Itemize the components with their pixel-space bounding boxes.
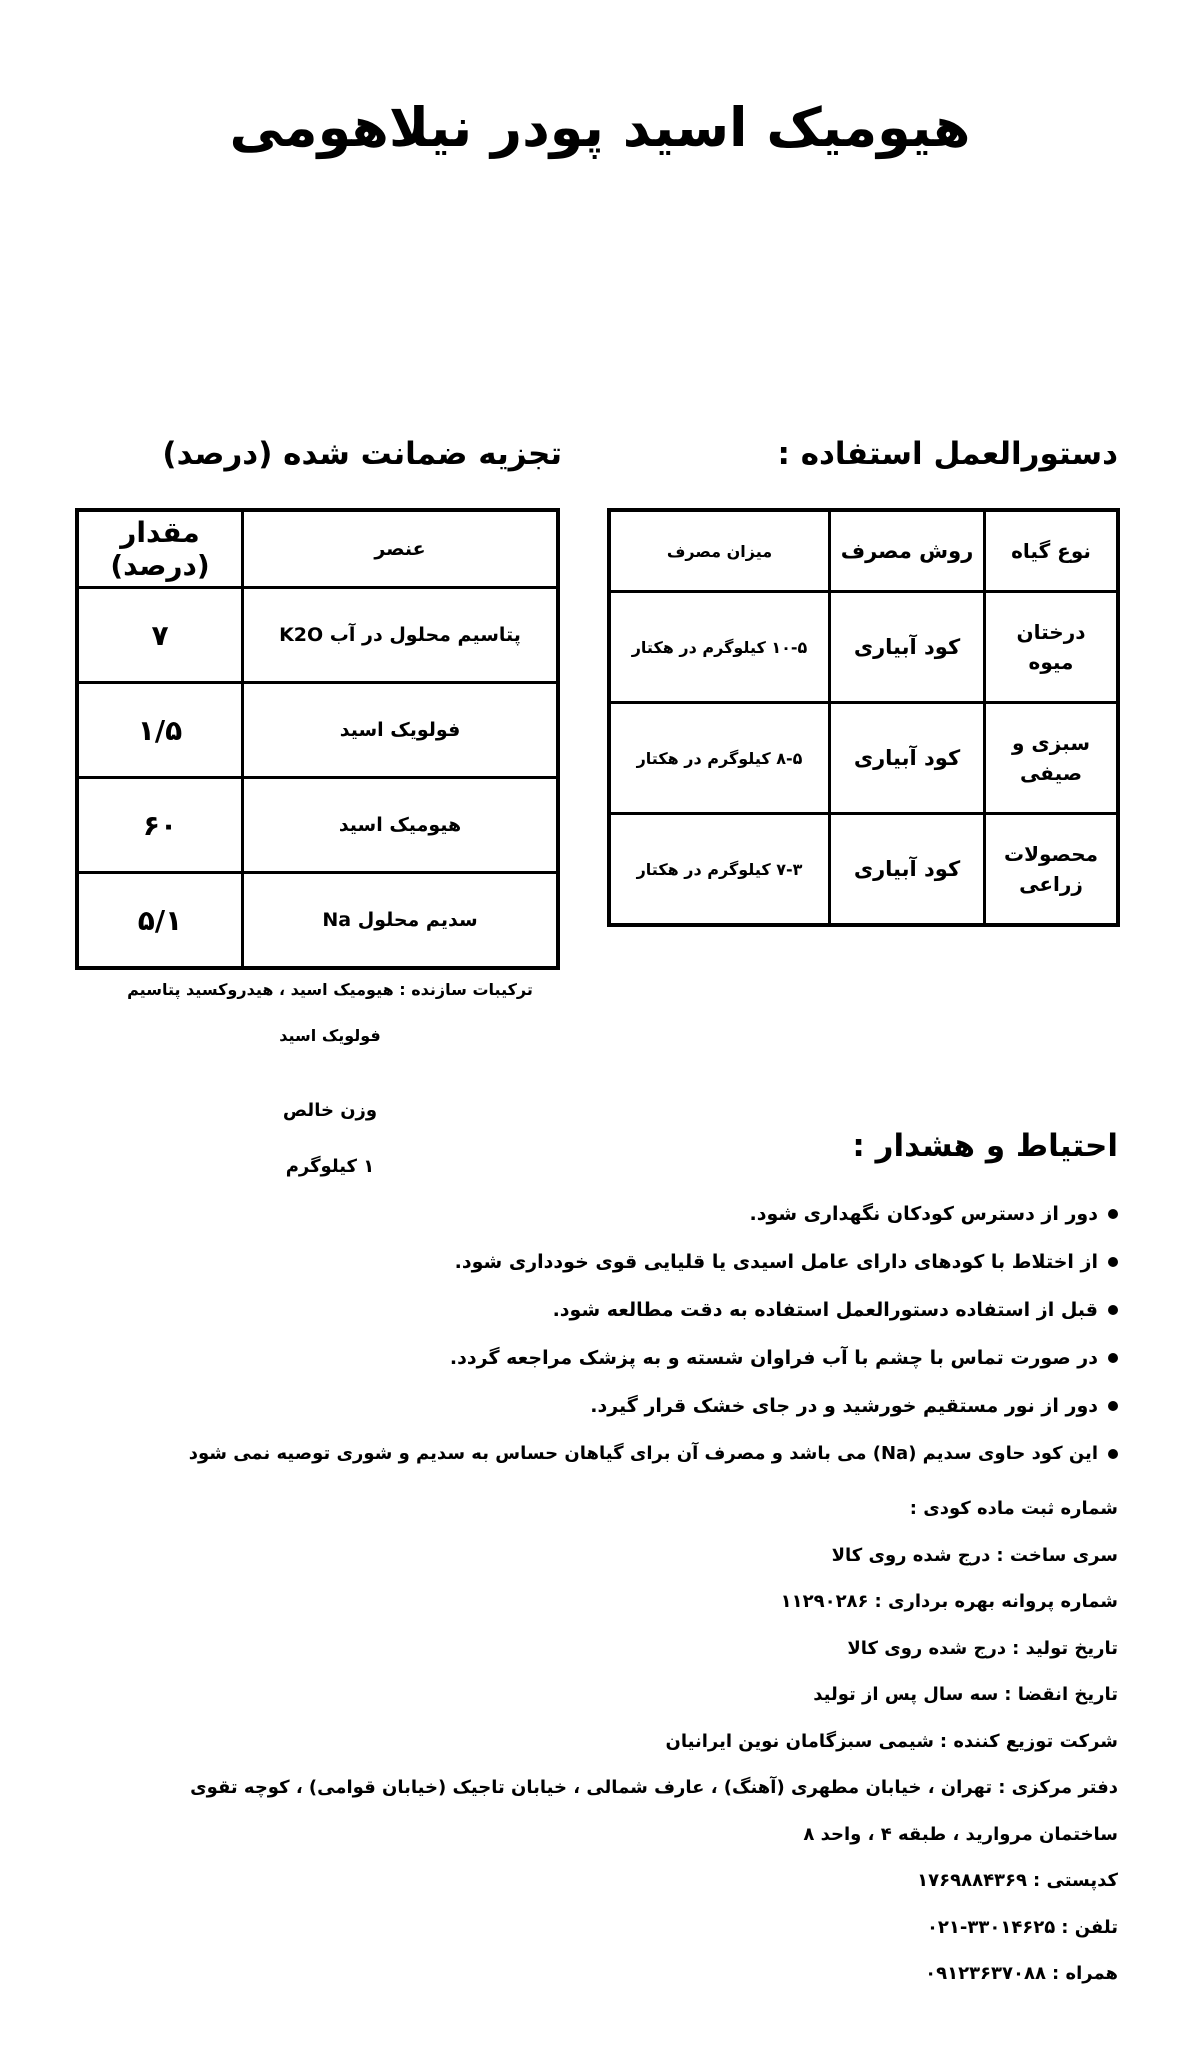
info-row-batch [18,1533,1118,1580]
list-item [0,1334,1118,1382]
info-row-distributor [18,1719,1118,1766]
header-method: روش مصرف [830,510,985,592]
warning-text: قبل از استفاده دستورالعمل استفاده به دقت مطالعه شود. [552,1299,1098,1321]
info-row-license [18,1579,1118,1626]
rate-cell: ۸-۵ کیلوگرم در هکتار [609,703,830,814]
product-info [18,1486,1118,1998]
info-label: کدپستی : [1033,1858,1118,1905]
table-row [77,588,558,683]
method-cell: کود آبیاری [830,592,985,703]
info-label: شماره ثبت ماده کودی : [910,1486,1118,1533]
bullet-icon [1108,1305,1118,1315]
info-row-phone [18,1905,1118,1952]
bullet-icon [1108,1209,1118,1219]
net-weight-value: ۱ کیلوگرم [285,1156,375,1177]
table-row [609,814,1118,926]
info-label: همراه : [1052,1951,1118,1998]
method-cell: کود آبیاری [830,814,985,926]
table-row [609,592,1118,703]
table-row [77,873,558,969]
info-label: تاریخ انقضا : [1004,1672,1118,1719]
value-cell: ۶۰ [77,778,243,873]
list-item [0,1382,1118,1430]
info-label: دفتر مرکزی : [998,1765,1118,1812]
header-plant-type: نوع گیاه [985,510,1119,592]
element-cell: پتاسیم محلول در آب K2O [243,588,559,683]
info-value: ۱۷۶۹۸۸۴۳۶۹ [917,1870,1028,1891]
bullet-icon [1108,1353,1118,1363]
composition-line-2: فولویک اسید [279,1026,381,1045]
element-cell: هیومیک اسید [243,778,559,873]
info-row-expiry [18,1672,1118,1719]
info-value: ساختمان مروارید ، طبقه ۴ ، واحد ۸ [803,1823,1118,1845]
warning-text: این کود حاوی سدیم (Na) می باشد و مصرف آن برای گیاهان حساس به سدیم و شوری توصیه نمی شود [188,1443,1098,1464]
info-row-production-date [18,1626,1118,1673]
table-row [609,703,1118,814]
rate-cell: ۱۰-۵ کیلوگرم در هکتار [609,592,830,703]
info-value: سه سال پس از تولید [813,1684,999,1705]
info-label: تلفن : [1061,1905,1118,1952]
bullet-icon [1108,1401,1118,1411]
bullet-icon [1108,1449,1118,1459]
header-rate: میزان مصرف [609,510,830,592]
usage-heading: دستورالعمل استفاده : [777,436,1118,472]
info-label: تاریخ تولید : [1012,1626,1118,1673]
info-row-postal-code [18,1858,1118,1905]
bullet-icon [1108,1257,1118,1267]
warning-text: در صورت تماس با چشم با آب فراوان شسته و به پزشک مراجعه گردد. [449,1347,1098,1369]
table-row [77,778,558,873]
info-value: ۱۱۲۹۰۲۸۶ [780,1591,869,1612]
header-element: عنصر [243,510,559,588]
usage-table [607,508,1120,927]
header-amount: مقدار (درصد) [77,510,243,588]
method-cell: کود آبیاری [830,703,985,814]
warning-text: از اختلاط با کودهای دارای عامل اسیدی یا قلیایی قوی خودداری شود. [454,1251,1098,1273]
info-value: درج شده روی کالا [831,1544,991,1566]
list-item [0,1238,1118,1286]
info-row-office-continued [18,1812,1118,1859]
guaranteed-table [75,508,560,970]
table-row [77,683,558,778]
info-row-office [18,1765,1118,1812]
info-value: ۰۲۱-۳۳۰۱۴۶۲۵ [926,1916,1056,1938]
warnings-list [0,1190,1118,1478]
value-cell: ۷ [77,588,243,683]
value-cell: ۱/۵ [77,683,243,778]
info-value: شیمی سبزگامان نوین ایرانیان [665,1730,934,1752]
warnings-heading: احتیاط و هشدار : [852,1128,1118,1164]
plant-cell: محصولات زراعی [985,814,1119,926]
plant-cell: سبزی و صیفی [985,703,1119,814]
plant-cell: درختان میوه [985,592,1119,703]
info-value: تهران ، خیابان مطهری (آهنگ) ، عارف شمالی ، خیابان تاجیک (خیابان قوامی) ، کوچه تقوی [190,1777,993,1798]
rate-cell: ۷-۳ کیلوگرم در هکتار [609,814,830,926]
value-cell: ۵/۱ [77,873,243,969]
list-item [0,1286,1118,1334]
composition-line-1: ترکیبات سازنده : هیومیک اسید ، هیدروکسید پتاسیم [127,980,533,999]
warning-text: دور از دسترس کودکان نگهداری شود. [749,1203,1098,1225]
warning-text: دور از نور مستقیم خورشید و در جای خشک قرار گیرد. [590,1395,1098,1417]
info-label: شرکت توزیع کننده : [940,1719,1118,1766]
element-cell: فولویک اسید [243,683,559,778]
guaranteed-header-row [77,510,558,588]
element-cell: سدیم محلول Na [243,873,559,969]
info-value: ۰۹۱۲۳۶۳۷۰۸۸ [925,1963,1046,1984]
usage-header-row [609,510,1118,592]
list-item [0,1430,1118,1478]
list-item [0,1190,1118,1238]
info-row-registration [18,1486,1118,1533]
net-weight-label: وزن خالص [282,1100,378,1121]
info-label: سری ساخت : [996,1533,1118,1580]
page-title: هیومیک اسید پودر نیلاهومی [229,96,971,159]
info-row-mobile [18,1951,1118,1998]
info-value: درج شده روی کالا [847,1637,1007,1659]
guaranteed-heading: تجزیه ضمانت شده (درصد) [162,436,562,472]
info-label: شماره پروانه بهره برداری : [875,1579,1118,1626]
